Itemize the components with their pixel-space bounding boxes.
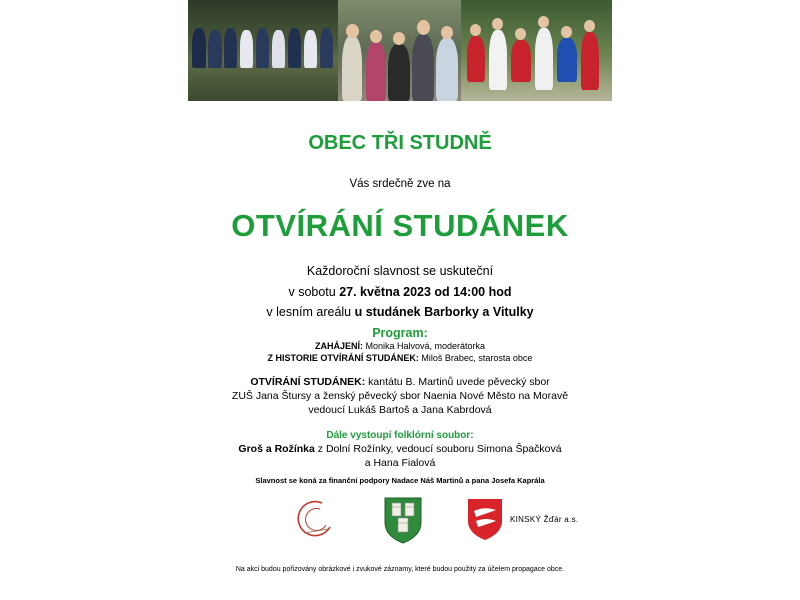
program-main	[0, 376, 800, 388]
opening-label: ZAHÁJENÍ:	[314, 341, 363, 351]
program-history	[0, 353, 800, 363]
choir-photo	[188, 0, 338, 101]
intro-line-date	[0, 285, 800, 299]
venue-name: u studánek Barborky a Vitulky	[354, 305, 534, 319]
invite-line: Vás srdečně zve na	[349, 178, 451, 190]
folk-dance-photo	[461, 0, 612, 101]
nadace-logo	[296, 499, 336, 541]
program-main-line-2: ZUŠ Jana Štursy a ženský pěvecký sbor Naenia Nové Město na Moravě	[231, 390, 569, 402]
folk-line-2: a Hana Fialová	[364, 457, 436, 469]
program-main-line-3: vedoucí Lukáš Bartoš a Jana Kabrdová	[308, 404, 492, 416]
program-heading: Program:	[372, 326, 428, 340]
intro-line-1: Každoroční slavnost se uskuteční	[306, 264, 494, 278]
intro-line-venue	[0, 305, 800, 319]
people-photo	[338, 0, 461, 101]
venue-prefix: v lesním areálu	[266, 305, 355, 319]
program-opening	[0, 341, 800, 351]
folk-heading: Dále vystoupí folklórní soubor:	[326, 430, 474, 441]
main-text: kantátu B. Martinů uvede pěvecký sbor	[365, 376, 550, 388]
footer-note: Na akci budou pořizovány obrázkové i zvukové záznamy, které budou použity za účelem propagace obce.	[235, 566, 565, 573]
main-label: OTVÍRÁNÍ STUDÁNEK:	[250, 376, 366, 388]
support-note: Slavnost se koná za finanční podpory Nadace Náš Martinů a pana Josefa Kaprála	[255, 476, 545, 485]
header-photo-strip	[188, 0, 612, 101]
folk-ensemble: Groš a Rožínka	[238, 443, 315, 455]
village-title: OBEC TŘI STUDNĚ	[308, 132, 492, 154]
folk-line-1	[0, 443, 800, 455]
event-title: OTVÍRÁNÍ STUDÁNEK	[231, 208, 569, 243]
village-crest-icon	[383, 496, 423, 544]
kinsky-label: KINSKÝ Žďár a.s.	[510, 515, 579, 524]
kinsky-shield-icon	[466, 497, 504, 541]
folk-text: z Dolní Rožínky, vedoucí souboru Simona Špačková	[314, 443, 562, 455]
opening-text: Monika Halvová, moderátorka	[362, 341, 486, 351]
date-time: 27. května 2023 od 14:00 hod	[339, 285, 512, 299]
history-text: Miloš Brabec, starosta obce	[418, 353, 533, 363]
date-prefix: v sobotu	[288, 285, 340, 299]
history-label: Z HISTORIE OTVÍRÁNÍ STUDÁNEK:	[267, 353, 419, 363]
